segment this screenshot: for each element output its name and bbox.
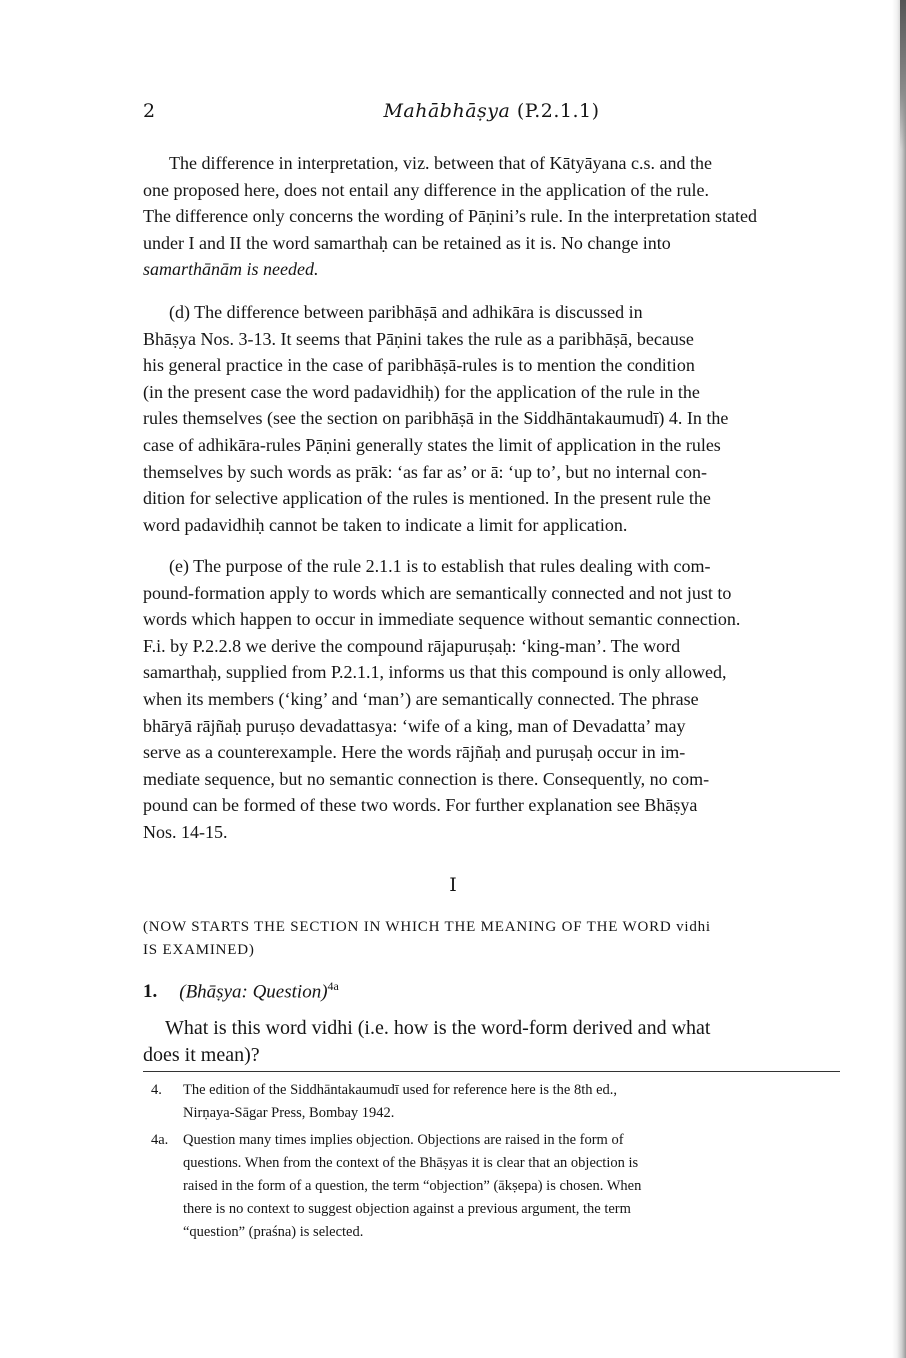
footnote-line: there is no context to suggest objection against a previous argument, the term <box>183 1201 631 1217</box>
text-line: mediate sequence, but no semantic connection is there. Consequently, no com- <box>143 768 710 789</box>
text-line: Nos. 14-15. <box>143 821 228 842</box>
text-line: pound-formation apply to words which are semantically connected and not just to <box>143 582 732 603</box>
footnote-line: Question many times implies objection. Objections are raised in the form of <box>183 1132 624 1148</box>
page-number: 2 <box>143 100 156 122</box>
page-edge-shadow <box>892 0 906 1358</box>
question-text <box>143 1015 840 1069</box>
text-line: rules themselves (see the section on paribhāṣā in the Siddhāntakaumudī) 4. In the <box>143 408 729 429</box>
text-line: bhāryā rājñaḥ puruṣo devadattasya: ‘wife of a king, man of Devadatta’ may <box>143 715 686 736</box>
running-header <box>143 100 840 128</box>
section-heading-line: IS EXAMINED) <box>143 942 255 958</box>
text-line: samarthaḥ, supplied from P.2.1.1, informs us that this compound is only allowed, <box>143 662 727 683</box>
text-line: pound can be formed of these two words. For further explanation see Bhāṣya <box>143 795 698 816</box>
section-heading-line: (NOW STARTS THE SECTION IN WHICH THE MEANING OF THE WORD vidhi <box>143 919 711 935</box>
text-line: F.i. by P.2.2.8 we derive the compound rājapuruṣaḥ: ‘king-man’. The word <box>143 635 681 656</box>
running-title-ref: (P.2.1.1) <box>516 100 600 122</box>
text-line: themselves by such words as prāk: ‘as far as’ or ā: ‘up to’, but no internal con- <box>143 461 708 482</box>
text-line: The difference only concerns the wording of Pāṇini’s rule. In the interpretation stated <box>143 206 757 227</box>
text-line: when its members (‘king’ and ‘man’) are semantically connected. The phrase <box>143 688 699 709</box>
footnote-mark: 4. <box>151 1082 162 1098</box>
footnote-4 <box>143 1079 840 1125</box>
paragraph-interpretation <box>143 150 840 283</box>
footnote-line: The edition of the Siddhāntakaumudī used for reference here is the 8th ed., <box>183 1082 618 1098</box>
entry-label: (Bhāṣya: Question) <box>179 981 328 1003</box>
footnote-4a <box>143 1129 840 1244</box>
text-line: What is this word vidhi (i.e. how is the word-form derived and what <box>165 1017 711 1039</box>
text-line: dition for selective application of the rules is mentioned. In the present rule the <box>143 488 711 509</box>
text-line: word padavidhiḥ cannot be taken to indicate a limit for application. <box>143 514 628 535</box>
text-line: words which happen to occur in immediate sequence without semantic connection. <box>143 609 741 630</box>
text-line: serve as a counterexample. Here the words rājñaḥ and puruṣaḥ occur in im- <box>143 742 686 763</box>
text-line: samarthānām is needed. <box>143 259 319 280</box>
footnote-mark: 4a. <box>151 1132 169 1148</box>
footnote-line: questions. When from the context of the Bhāṣyas it is clear that an objection is <box>183 1155 639 1171</box>
text-line: The difference in interpretation, viz. between that of Kātyāyana c.s. and the <box>169 153 712 173</box>
footnote-separator <box>143 1071 840 1072</box>
running-title <box>143 100 840 122</box>
text-line: his general practice in the case of paribhāṣā-rules is to mention the condition <box>143 355 695 376</box>
text-line: does it mean)? <box>143 1044 260 1066</box>
text-line: (e) The purpose of the rule 2.1.1 is to establish that rules dealing with com- <box>169 556 711 576</box>
text-line: (d) The difference between paribhāṣā and adhikāra is discussed in <box>169 302 643 322</box>
footnote-reference: 4a <box>327 979 339 993</box>
text-line: one proposed here, does not entail any difference in the application of the rule. <box>143 179 709 200</box>
paragraph-d <box>143 299 840 538</box>
entry-number: 1. <box>143 981 158 1003</box>
text-line: under I and II the word samarthaḥ can be retained as it is. No change into <box>143 232 671 253</box>
running-title-work: Mahābhāṣya <box>383 100 511 122</box>
text-line: case of adhikāra-rules Pāṇini generally states the limit of application in the rules <box>143 434 721 455</box>
section-numeral: I <box>449 874 457 896</box>
entry-heading <box>143 979 840 1003</box>
footnote-line: Nirṇaya-Sāgar Press, Bombay 1942. <box>183 1105 395 1121</box>
text-line: (in the present case the word padavidhiḥ) for the application of the rule in the <box>143 381 700 402</box>
section-heading <box>143 916 840 962</box>
footnote-line: “question” (praśna) is selected. <box>183 1224 364 1240</box>
paragraph-e <box>143 553 840 846</box>
page-edge-shadow-dark <box>900 0 906 150</box>
footnote-line: raised in the form of a question, the term “objection” (ākṣepa) is chosen. When <box>183 1178 642 1194</box>
text-line: Bhāṣya Nos. 3-13. It seems that Pāṇini takes the rule as a paribhāṣā, because <box>143 328 694 349</box>
